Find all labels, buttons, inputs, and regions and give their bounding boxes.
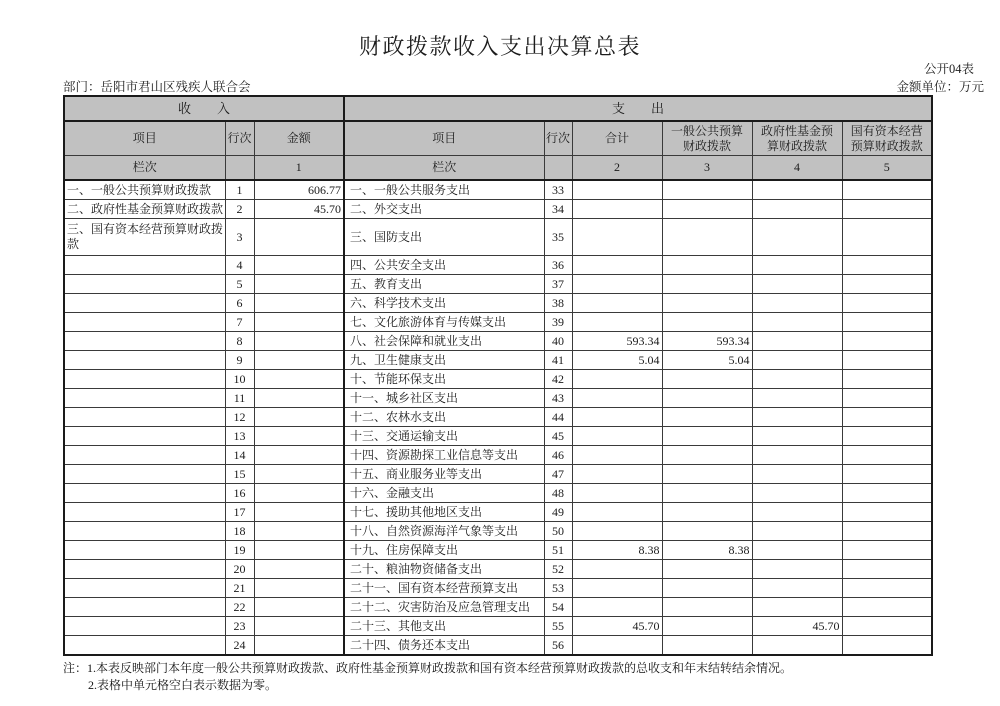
expense-govfund-index-cell: 4 xyxy=(752,156,842,181)
column-header-row xyxy=(64,121,932,156)
expense-total-cell xyxy=(572,427,662,446)
table-row xyxy=(64,275,932,294)
expense-item-cell: 二十、粮油物资储备支出 xyxy=(344,560,544,579)
income-rowno-cell: 1 xyxy=(225,180,254,200)
income-amount-cell xyxy=(254,332,344,351)
expense-item-cell: 十六、金融支出 xyxy=(344,484,544,503)
expense-general-cell: 5.04 xyxy=(662,351,752,370)
table-row xyxy=(64,294,932,313)
income-amount-cell xyxy=(254,484,344,503)
expense-rowno-cell: 45 xyxy=(544,427,572,446)
expense-rowno-cell: 42 xyxy=(544,370,572,389)
expense-general-cell xyxy=(662,427,752,446)
expense-total-cell xyxy=(572,503,662,522)
expense-statecap-index-cell: 5 xyxy=(842,156,932,181)
expense-general-cell xyxy=(662,256,752,275)
expense-rowno-header: 行次 xyxy=(544,121,572,156)
expense-rowno-cell: 55 xyxy=(544,617,572,636)
table-row xyxy=(64,579,932,598)
page-title: 财政拨款收入支出决算总表 xyxy=(358,34,641,59)
expense-general-cell xyxy=(662,484,752,503)
expense-total-cell xyxy=(572,294,662,313)
income-rowno-cell: 14 xyxy=(225,446,254,465)
income-item-cell xyxy=(64,465,225,484)
income-lanci-cell: 栏次 xyxy=(64,156,225,181)
expense-state-capital-header: 国有资本经营预算财政拨款 xyxy=(842,121,932,156)
expense-item-cell: 十一、城乡社区支出 xyxy=(344,389,544,408)
expense-govfund-cell xyxy=(752,389,842,408)
expense-govfund-cell: 45.70 xyxy=(752,617,842,636)
table-row xyxy=(64,351,932,370)
expense-govfund-cell xyxy=(752,219,842,256)
expense-rowno-cell: 35 xyxy=(544,219,572,256)
expense-statecap-cell xyxy=(842,256,932,275)
table-row xyxy=(64,370,932,389)
income-amount-cell xyxy=(254,636,344,656)
note-line-1: 注：1.本表反映部门本年度一般公共预算财政拨款、政府性基金预算财政拨款和国有资本经营预算财政拨款的总收支和年末结转结余情况。 xyxy=(63,661,793,675)
expense-total-cell xyxy=(572,560,662,579)
expense-rowno-cell: 51 xyxy=(544,541,572,560)
income-amount-cell xyxy=(254,408,344,427)
expense-rowno-cell: 44 xyxy=(544,408,572,427)
income-rowno-cell: 8 xyxy=(225,332,254,351)
expense-general-cell xyxy=(662,522,752,541)
expense-item-header: 项目 xyxy=(344,121,544,156)
expense-govfund-cell xyxy=(752,408,842,427)
expense-total-cell xyxy=(572,484,662,503)
income-rowno-cell: 4 xyxy=(225,256,254,275)
expense-statecap-cell xyxy=(842,579,932,598)
income-amount-cell xyxy=(254,560,344,579)
income-amount-cell xyxy=(254,465,344,484)
expense-rowno-cell: 53 xyxy=(544,579,572,598)
expense-govfund-cell xyxy=(752,427,842,446)
expense-statecap-cell xyxy=(842,180,932,200)
expense-rowno-cell: 43 xyxy=(544,389,572,408)
income-rowno-cell: 23 xyxy=(225,617,254,636)
table-header xyxy=(64,96,932,180)
table-row xyxy=(64,332,932,351)
income-rowno-cell: 24 xyxy=(225,636,254,656)
income-item-cell xyxy=(64,579,225,598)
income-rowno-cell: 22 xyxy=(225,598,254,617)
expense-section-header: 支 出 xyxy=(344,96,932,121)
table-row xyxy=(64,465,932,484)
expense-total-cell xyxy=(572,275,662,294)
expense-govfund-cell xyxy=(752,503,842,522)
expense-govfund-cell xyxy=(752,465,842,484)
expense-rowno-cell: 33 xyxy=(544,180,572,200)
expense-total-cell: 5.04 xyxy=(572,351,662,370)
income-item-cell xyxy=(64,351,225,370)
expense-total-cell xyxy=(572,598,662,617)
expense-total-index-cell: 2 xyxy=(572,156,662,181)
expense-total-cell xyxy=(572,579,662,598)
expense-total-cell xyxy=(572,522,662,541)
income-item-cell: 一、一般公共预算财政拨款 xyxy=(64,180,225,200)
income-amount-cell xyxy=(254,275,344,294)
income-item-cell xyxy=(64,275,225,294)
income-rowno-cell: 10 xyxy=(225,370,254,389)
expense-govfund-cell xyxy=(752,294,842,313)
expense-statecap-cell xyxy=(842,636,932,656)
expense-lanci-cell: 栏次 xyxy=(344,156,544,181)
income-item-cell xyxy=(64,370,225,389)
expense-statecap-cell xyxy=(842,541,932,560)
unit-label: 金额单位：万元 xyxy=(896,80,984,94)
expense-rowno-cell: 37 xyxy=(544,275,572,294)
expense-item-cell: 二十二、灾害防治及应急管理支出 xyxy=(344,598,544,617)
expense-statecap-cell xyxy=(842,275,932,294)
table-row xyxy=(64,219,932,256)
income-rowno-header: 行次 xyxy=(225,121,254,156)
income-rowno-cell: 6 xyxy=(225,294,254,313)
income-item-cell xyxy=(64,389,225,408)
table-row xyxy=(64,617,932,636)
section-header-row xyxy=(64,96,932,121)
expense-item-cell: 九、卫生健康支出 xyxy=(344,351,544,370)
expense-general-cell xyxy=(662,503,752,522)
expense-total-cell: 593.34 xyxy=(572,332,662,351)
income-rowno-cell: 18 xyxy=(225,522,254,541)
expense-govfund-cell xyxy=(752,636,842,656)
expense-item-cell: 十四、资源勘探工业信息等支出 xyxy=(344,446,544,465)
note-line-2: 2.表格中单元格空白表示数据为零。 xyxy=(88,678,278,692)
expense-statecap-cell xyxy=(842,200,932,219)
income-amount-cell: 606.77 xyxy=(254,180,344,200)
income-amount-cell xyxy=(254,256,344,275)
expense-govfund-cell xyxy=(752,446,842,465)
doc-code-label: 公开04表 xyxy=(923,62,974,76)
income-rowno-cell: 20 xyxy=(225,560,254,579)
income-rowno-cell: 13 xyxy=(225,427,254,446)
expense-total-cell xyxy=(572,219,662,256)
column-index-row xyxy=(64,156,932,181)
income-item-cell xyxy=(64,560,225,579)
expense-statecap-cell xyxy=(842,370,932,389)
expense-rowno-cell: 34 xyxy=(544,200,572,219)
income-amount-cell xyxy=(254,522,344,541)
expense-statecap-cell xyxy=(842,294,932,313)
income-amount-cell xyxy=(254,427,344,446)
expense-total-cell xyxy=(572,636,662,656)
income-amount-cell xyxy=(254,503,344,522)
income-item-cell xyxy=(64,636,225,656)
expense-statecap-cell xyxy=(842,465,932,484)
expense-general-cell xyxy=(662,598,752,617)
income-section-header: 收 入 xyxy=(64,96,344,121)
expense-rowno-cell: 38 xyxy=(544,294,572,313)
income-amount-cell xyxy=(254,294,344,313)
income-rowno-cell: 5 xyxy=(225,275,254,294)
income-item-cell: 三、国有资本经营预算财政拨款 xyxy=(64,219,225,256)
expense-rowno-cell: 36 xyxy=(544,256,572,275)
expense-general-budget-header: 一般公共预算财政拨款 xyxy=(662,121,752,156)
expense-item-cell: 十二、农林水支出 xyxy=(344,408,544,427)
income-rowno-cell: 12 xyxy=(225,408,254,427)
expense-general-cell xyxy=(662,389,752,408)
expense-total-cell xyxy=(572,256,662,275)
expense-statecap-cell xyxy=(842,484,932,503)
table-row xyxy=(64,427,932,446)
expense-item-cell: 二十一、国有资本经营预算支出 xyxy=(344,579,544,598)
expense-general-cell xyxy=(662,617,752,636)
income-amount-cell xyxy=(254,219,344,256)
expense-gov-fund-header: 政府性基金预算财政拨款 xyxy=(752,121,842,156)
income-item-header: 项目 xyxy=(64,121,225,156)
table-row xyxy=(64,313,932,332)
income-amount-cell xyxy=(254,617,344,636)
expense-govfund-cell xyxy=(752,598,842,617)
table-area xyxy=(63,95,935,694)
income-rowno-index-cell xyxy=(225,156,254,181)
expense-govfund-cell xyxy=(752,256,842,275)
table-row xyxy=(64,503,932,522)
expense-govfund-cell xyxy=(752,351,842,370)
expense-statecap-cell xyxy=(842,560,932,579)
income-item-cell xyxy=(64,541,225,560)
expense-statecap-cell xyxy=(842,389,932,408)
income-rowno-cell: 15 xyxy=(225,465,254,484)
table-row xyxy=(64,636,932,656)
expense-general-cell xyxy=(662,370,752,389)
expense-rowno-cell: 48 xyxy=(544,484,572,503)
income-item-cell xyxy=(64,617,225,636)
income-item-cell xyxy=(64,484,225,503)
expense-govfund-cell xyxy=(752,180,842,200)
expense-govfund-cell xyxy=(752,370,842,389)
notes-block xyxy=(63,660,935,694)
expense-general-cell xyxy=(662,219,752,256)
expense-total-cell xyxy=(572,370,662,389)
expense-statecap-cell xyxy=(842,351,932,370)
table-row xyxy=(64,598,932,617)
income-item-cell xyxy=(64,446,225,465)
income-amount-cell xyxy=(254,541,344,560)
income-amount-cell: 45.70 xyxy=(254,200,344,219)
income-amount-header: 金额 xyxy=(254,121,344,156)
table-body xyxy=(64,180,932,655)
expense-general-cell xyxy=(662,408,752,427)
expense-statecap-cell xyxy=(842,617,932,636)
expense-total-cell xyxy=(572,389,662,408)
income-item-cell xyxy=(64,522,225,541)
expense-item-cell: 十三、交通运输支出 xyxy=(344,427,544,446)
table-row xyxy=(64,541,932,560)
expense-total-cell xyxy=(572,446,662,465)
expense-statecap-cell xyxy=(842,522,932,541)
expense-rowno-cell: 54 xyxy=(544,598,572,617)
expense-total-cell xyxy=(572,313,662,332)
expense-item-cell: 十、节能环保支出 xyxy=(344,370,544,389)
income-amount-cell xyxy=(254,351,344,370)
income-amount-cell xyxy=(254,313,344,332)
expense-govfund-cell xyxy=(752,275,842,294)
table-row xyxy=(64,200,932,219)
expense-general-cell xyxy=(662,275,752,294)
expense-total-cell xyxy=(572,408,662,427)
expense-item-cell: 十五、商业服务业等支出 xyxy=(344,465,544,484)
expense-govfund-cell xyxy=(752,332,842,351)
expense-govfund-cell xyxy=(752,560,842,579)
expense-item-cell: 八、社会保障和就业支出 xyxy=(344,332,544,351)
expense-general-cell xyxy=(662,636,752,656)
expense-item-cell: 一、一般公共服务支出 xyxy=(344,180,544,200)
table-row xyxy=(64,560,932,579)
income-item-cell xyxy=(64,256,225,275)
expense-item-cell: 十七、援助其他地区支出 xyxy=(344,503,544,522)
income-rowno-cell: 19 xyxy=(225,541,254,560)
expense-govfund-cell xyxy=(752,522,842,541)
income-rowno-cell: 17 xyxy=(225,503,254,522)
income-item-cell xyxy=(64,427,225,446)
income-item-cell xyxy=(64,332,225,351)
income-amount-cell xyxy=(254,389,344,408)
income-rowno-cell: 11 xyxy=(225,389,254,408)
expense-item-cell: 十九、住房保障支出 xyxy=(344,541,544,560)
income-item-cell xyxy=(64,408,225,427)
income-item-cell xyxy=(64,313,225,332)
table-row xyxy=(64,446,932,465)
expense-total-cell xyxy=(572,200,662,219)
expense-general-cell xyxy=(662,579,752,598)
income-rowno-cell: 21 xyxy=(225,579,254,598)
expense-rowno-cell: 50 xyxy=(544,522,572,541)
income-item-cell: 二、政府性基金预算财政拨款 xyxy=(64,200,225,219)
income-amount-index-cell: 1 xyxy=(254,156,344,181)
income-rowno-cell: 7 xyxy=(225,313,254,332)
expense-total-header: 合计 xyxy=(572,121,662,156)
expense-rowno-cell: 52 xyxy=(544,560,572,579)
expense-rowno-cell: 41 xyxy=(544,351,572,370)
department-label: 部门：岳阳市君山区残疾人联合会 xyxy=(63,80,251,94)
expense-rowno-cell: 40 xyxy=(544,332,572,351)
expense-item-cell: 二、外交支出 xyxy=(344,200,544,219)
expense-general-cell xyxy=(662,294,752,313)
expense-rowno-index-cell xyxy=(544,156,572,181)
expense-general-cell xyxy=(662,180,752,200)
income-rowno-cell: 3 xyxy=(225,219,254,256)
expense-total-cell: 45.70 xyxy=(572,617,662,636)
expense-rowno-cell: 56 xyxy=(544,636,572,656)
expense-item-cell: 四、公共安全支出 xyxy=(344,256,544,275)
expense-general-cell: 8.38 xyxy=(662,541,752,560)
table-row xyxy=(64,389,932,408)
expense-statecap-cell xyxy=(842,427,932,446)
table-row xyxy=(64,408,932,427)
expense-govfund-cell xyxy=(752,579,842,598)
expense-general-index-cell: 3 xyxy=(662,156,752,181)
table-row xyxy=(64,180,932,200)
expense-statecap-cell xyxy=(842,313,932,332)
expense-item-cell: 二十四、债务还本支出 xyxy=(344,636,544,656)
expense-general-cell xyxy=(662,200,752,219)
expense-rowno-cell: 46 xyxy=(544,446,572,465)
income-rowno-cell: 16 xyxy=(225,484,254,503)
expense-general-cell: 593.34 xyxy=(662,332,752,351)
expense-item-cell: 二十三、其他支出 xyxy=(344,617,544,636)
expense-rowno-cell: 39 xyxy=(544,313,572,332)
expense-statecap-cell xyxy=(842,219,932,256)
income-item-cell xyxy=(64,503,225,522)
expense-statecap-cell xyxy=(842,408,932,427)
expense-general-cell xyxy=(662,446,752,465)
expense-total-cell: 8.38 xyxy=(572,541,662,560)
income-amount-cell xyxy=(254,370,344,389)
expense-general-cell xyxy=(662,465,752,484)
expense-item-cell: 七、文化旅游体育与传媒支出 xyxy=(344,313,544,332)
income-amount-cell xyxy=(254,446,344,465)
expense-item-cell: 五、教育支出 xyxy=(344,275,544,294)
expense-govfund-cell xyxy=(752,313,842,332)
expense-total-cell xyxy=(572,180,662,200)
income-amount-cell xyxy=(254,579,344,598)
expense-item-cell: 六、科学技术支出 xyxy=(344,294,544,313)
income-rowno-cell: 9 xyxy=(225,351,254,370)
expense-total-cell xyxy=(572,465,662,484)
income-item-cell xyxy=(64,598,225,617)
expense-govfund-cell xyxy=(752,200,842,219)
income-item-cell xyxy=(64,294,225,313)
expense-rowno-cell: 47 xyxy=(544,465,572,484)
expense-item-cell: 三、国防支出 xyxy=(344,219,544,256)
expense-general-cell xyxy=(662,313,752,332)
table-row xyxy=(64,256,932,275)
expense-statecap-cell xyxy=(842,598,932,617)
table-row xyxy=(64,484,932,503)
expense-statecap-cell xyxy=(842,503,932,522)
expense-govfund-cell xyxy=(752,484,842,503)
expense-statecap-cell xyxy=(842,446,932,465)
income-amount-cell xyxy=(254,598,344,617)
expense-govfund-cell xyxy=(752,541,842,560)
expense-general-cell xyxy=(662,560,752,579)
expense-rowno-cell: 49 xyxy=(544,503,572,522)
final-accounts-table xyxy=(63,95,933,656)
income-rowno-cell: 2 xyxy=(225,200,254,219)
expense-item-cell: 十八、自然资源海洋气象等支出 xyxy=(344,522,544,541)
table-row xyxy=(64,522,932,541)
expense-statecap-cell xyxy=(842,332,932,351)
